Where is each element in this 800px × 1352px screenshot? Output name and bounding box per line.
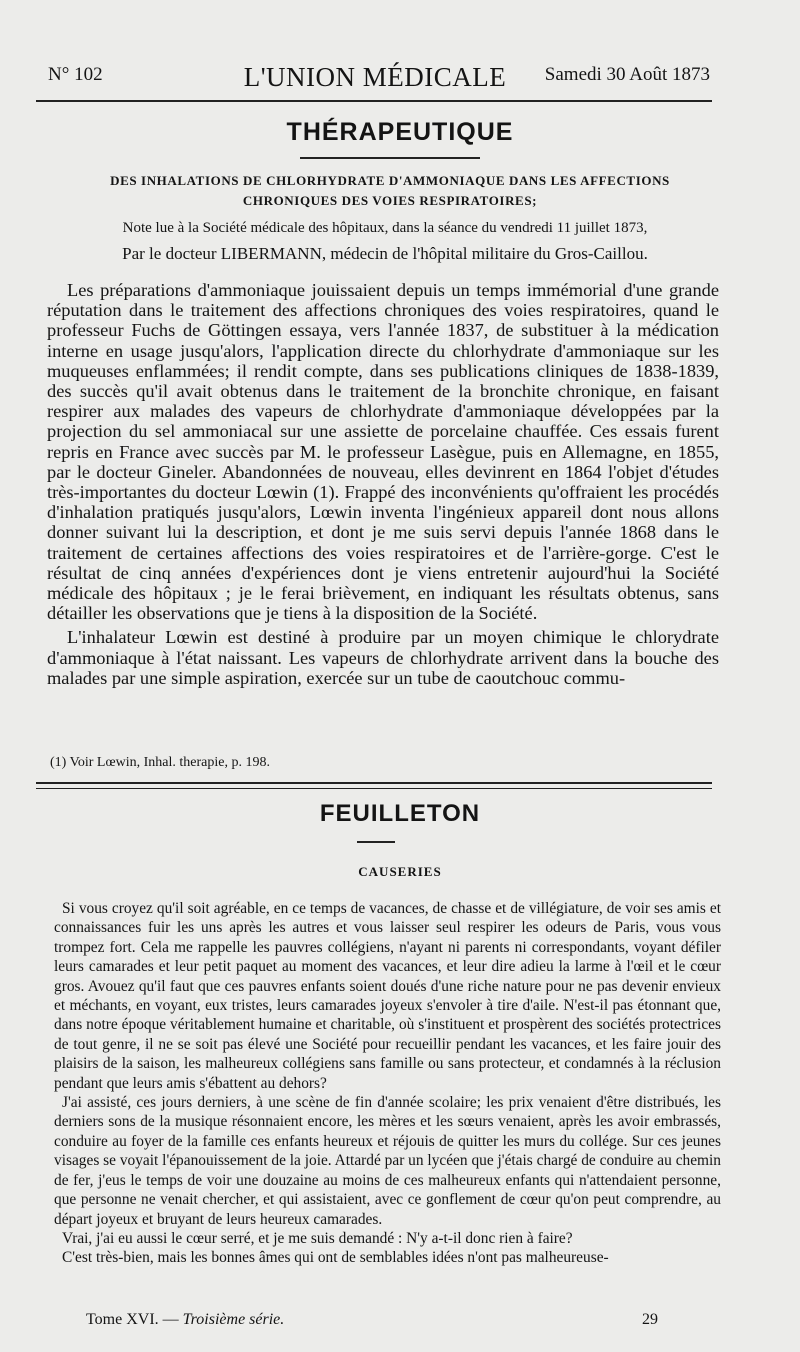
- footnote: (1) Voir Lœwin, Inhal. therapie, p. 198.: [50, 755, 270, 770]
- article-paragraph: L'inhalateur Lœwin est destiné à produire par un moyen chimique le chlorydrate d'ammoniaque à l'état naissant. Les vapeurs de chlorhydrate arrivent dans la bouche des malades par une simple aspiration, exercée sur un tube de caoutchouc commu-: [47, 627, 719, 688]
- article-author: Par le docteur LIBERMANN, médecin de l'hôpital militaire du Gros-Caillou.: [122, 244, 648, 263]
- header-rule: [36, 100, 712, 102]
- article-body: [47, 280, 719, 688]
- issue-number: N° 102: [48, 64, 103, 85]
- feuilleton-divider: [357, 841, 395, 843]
- page-header: [40, 62, 710, 90]
- feuilleton-paragraph: Si vous croyez qu'il soit agréable, en ce temps de vacances, de chasse et de villégiature, de voir ses amis et connaissances fuir les uns après les autres et vous laisser seul respirer les odeurs de Paris, vous vous trompez fort. Cela me rappelle les pauvres collégiens, n'ayant ni parents ni correspondants, voyant défiler leurs camarades et leur petit paquet au moment des vacances, et leur dire adieu la larme à l'œil et le cœur gros. Avouez qu'il faut que ces pauvres enfants soient doués d'une riche nature pour ne pas devenir envieux et méchants, en voyant, eux tristes, leurs camarades joyeux s'envoler à tire d'aile. N'est-il pas étonnant que, dans notre époque véritablement humaine et charitable, où s'instituent et prospèrent des sociétés protectrices de tout genre, il ne se soit pas élevé une Société pour recueillir pendant les vacances, et les faire jouir des plaisirs de la saison, les malheureux collégiens sans famille ou sans protecteur, et condamnés à la réclusion pendant que leurs amis s'ébattent au dehors?: [54, 900, 721, 1092]
- feuilleton-subtitle: CAUSERIES: [358, 864, 442, 879]
- page-footer: [86, 1311, 666, 1333]
- feuilleton-paragraph: C'est très-bien, mais les bonnes âmes qui ont de semblables idées n'ont pas malheureuse-: [62, 1249, 609, 1267]
- journal-title: L'UNION MÉDICALE: [243, 62, 507, 92]
- article-paragraph: Les préparations d'ammoniaque jouissaient depuis un temps immémorial d'une grande réputation dans le traitement des affections chroniques des voies respiratoires, quand le professeur Fuchs de Göttingen essaya, vers l'année 1837, de substituer à la médication interne en usage jusqu'alors, l'application directe du chlorhydrate d'ammoniaque sur les muqueuses enflammées; il rendit compte, dans ses publications cliniques de 1838-1839, des succès qu'il avait obtenus dans le traitement de la bronchite chronique, en faisant respirer aux malades des vapeurs de chlorhydrate d'ammoniaque développées par la projection du sel ammoniacal sur une assiette de porcelaine chauffée. Ces essais furent repris en France avec succès par M. le professeur Lasègue, puis en Allemagne, en 1855, par le docteur Gineler. Abandonnées de nouveau, elles devinrent en 1864 l'objet d'études très-importantes du docteur Lœwin (1). Frappé des inconvénients qu'offraient les procédés d'inhalation pratiqués jusqu'alors, Lœwin inventa l'ingénieux appareil dont nous allons donner suivant lui la description, et dont je me suis servi depuis l'année 1868 dans le traitement de certaines affections des voies respiratoires et de l'arrière-gorge. C'est le résultat de cinq années d'expériences dont je viens entretenir aujourd'hui la Société médicale des hôpitaux ; je le ferai brièvement, en indiquant les résultats obtenus, sans détailler les observations que je tiens à la disposition de la Société.: [47, 280, 719, 624]
- section-title-feuilleton: FEUILLETON: [319, 800, 481, 827]
- section-title-therapeutique: THÉRAPEUTIQUE: [286, 118, 514, 146]
- feuilleton-paragraph: Vrai, j'ai eu aussi le cœur serré, et je me suis demandé : N'y a-t-il donc rien à faire?: [62, 1229, 573, 1247]
- issue-date: Samedi 30 Août 1873: [544, 64, 710, 85]
- feuilleton-rule-thin: [36, 788, 712, 789]
- series-label: Troisième série.: [182, 1311, 285, 1328]
- section-divider: [300, 157, 480, 159]
- footer-volume: [86, 1311, 284, 1329]
- feuilleton-rule-thick: [36, 782, 712, 784]
- article-headline-line2: CHRONIQUES DES VOIES RESPIRATOIRES;: [242, 193, 538, 208]
- feuilleton-paragraph: J'ai assisté, ces jours derniers, à une scène de fin d'année scolaire; les prix venaient d'être distribués, les derniers sons de la musique résonnaient encore, les mères et les sœurs venaient, après les avoir embrassés, conduire au foyer de la famille ces enfants heureux et réjouis de quitter les murs du collége. Sur ces jeunes visages se voyait l'épanouissement de la joie. Attardé par un lycéen que j'étais chargé de conduire au chemin de fer, j'eus le temps de voir une douzaine au moins de ces malheureux enfants qui n'attendaient personne, que personne ne venait chercher, et qui assistaient, avec ce gonflement de cœur qu'on peut comprendre, au départ joyeux et bruyant de leurs heureux camarades.: [54, 1094, 721, 1228]
- article-headline-line1: DES INHALATIONS DE CHLORHYDRATE D'AMMONIAQUE DANS LES AFFECTIONS: [110, 173, 670, 188]
- feuilleton-body: [54, 899, 721, 1268]
- article-note: Note lue à la Société médicale des hôpitaux, dans la séance du vendredi 11 juillet 1873,: [122, 220, 648, 236]
- volume-label: Tome XVI. —: [86, 1311, 179, 1328]
- page-number: 29: [642, 1311, 658, 1328]
